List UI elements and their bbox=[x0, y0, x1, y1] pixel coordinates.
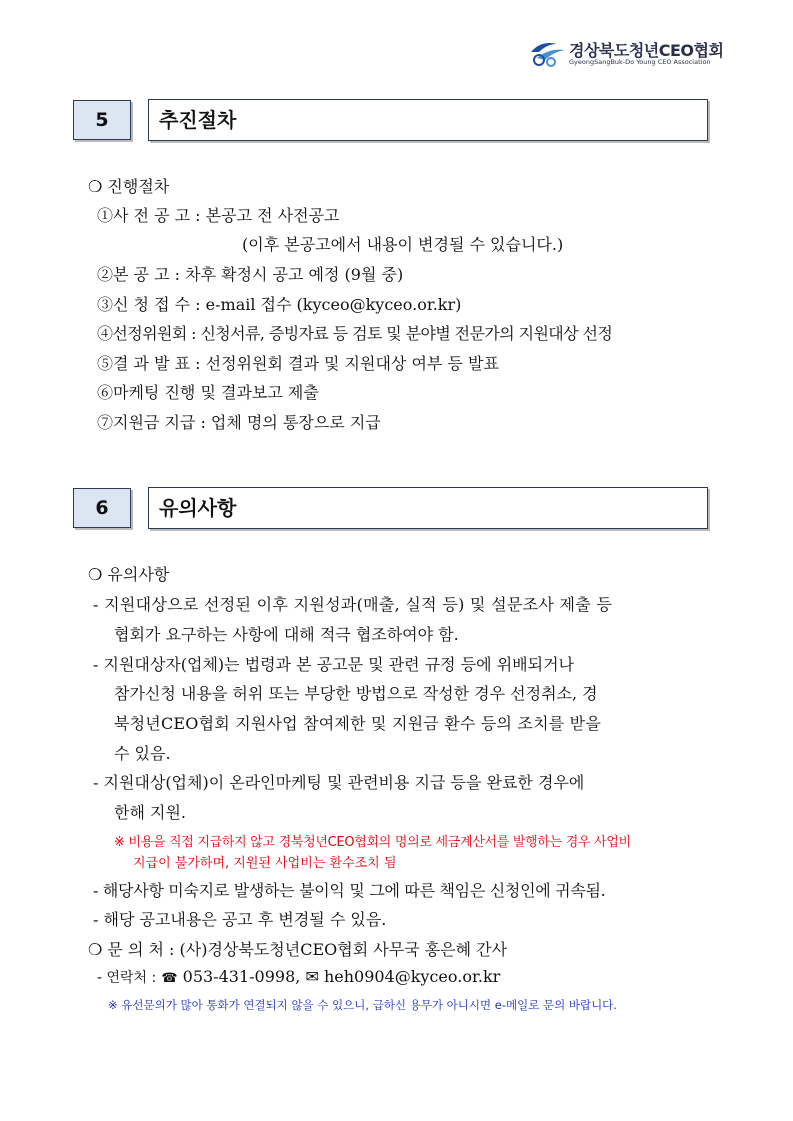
logo-mark-icon bbox=[527, 38, 567, 68]
blue-footnote: ※ 유선문의가 많아 통화가 연결되지 않을 수 있으니, 급하신 용무가 아니시면 e-메일로 문의 바랍니다. bbox=[108, 998, 617, 1012]
step-item: ④선정위원회 : 신청서류, 증빙자료 등 검토 및 분야별 전문가의 지원대상 선정 bbox=[97, 324, 613, 343]
contact-label: - 연락처 : bbox=[97, 970, 157, 986]
step-item: ⑤결 과 발 표 : 선정위원회 결과 및 지원대상 여부 등 발표 bbox=[97, 354, 499, 373]
notice-item: - 지원대상자(업체)는 법령과 본 공고문 및 관련 규정 등에 위배되거나 bbox=[93, 655, 574, 674]
section-title: 추진절차 bbox=[148, 99, 708, 141]
step-item: ③신 청 접 수 : e-mail 접수 (kyceo@kyceo.or.kr) bbox=[97, 295, 462, 314]
notice-item: - 지원대상(업체)이 온라인마케팅 및 관련비용 지급 등을 완료한 경우에 bbox=[93, 773, 585, 792]
notice-item: - 해당사항 미숙지로 발생하는 불이익 및 그에 따른 책임은 신청인에 귀속됨. bbox=[93, 881, 606, 900]
step-note: (이후 본공고에서 내용이 변경될 수 있습니다.) bbox=[242, 235, 564, 254]
notice-item-cont: 한해 지원. bbox=[114, 803, 186, 822]
notice-item-cont: 참가신청 내용을 허위 또는 부당한 방법으로 작성한 경우 선정취소, 경 bbox=[114, 684, 598, 703]
section-bullet: ❍ 진행절차 bbox=[88, 177, 170, 196]
mail-icon: ✉ bbox=[305, 967, 319, 986]
notice-item-cont: 북청년CEO협회 지원사업 참여제한 및 지원금 환수 등의 조치를 받을 bbox=[114, 714, 601, 733]
phone-icon: ☎ bbox=[161, 971, 178, 986]
step-item: ⑥마케팅 진행 및 결과보고 제출 bbox=[97, 383, 319, 402]
step-item: ①사 전 공 고 : 본공고 전 사전공고 bbox=[97, 206, 340, 225]
step-item: ②본 공 고 : 차후 확정시 공고 예정 (9월 중) bbox=[97, 265, 404, 284]
inquiry-line: ❍ 문 의 처 : (사)경상북도청년CEO협회 사무국 홍은혜 간사 bbox=[88, 940, 508, 959]
notice-item-cont: 수 있음. bbox=[114, 744, 171, 763]
email-address: heh0904@kyceo.or.kr bbox=[323, 967, 501, 986]
step-item: ⑦지원금 지급 : 업체 명의 통장으로 지급 bbox=[97, 413, 381, 432]
org-subtitle: GyeongSangBuk-Do Young CEO Association bbox=[569, 58, 711, 66]
org-logo bbox=[527, 36, 727, 70]
notice-item-cont: 협회가 요구하는 사항에 대해 적극 협조하여야 함. bbox=[114, 625, 459, 644]
notice-item: - 지원대상으로 선정된 이후 지원성과(매출, 실적 등) 및 설문조사 제출 등 bbox=[93, 595, 613, 614]
section-number: 5 bbox=[73, 100, 131, 140]
contact-line bbox=[97, 967, 500, 987]
section-number: 6 bbox=[73, 488, 131, 528]
red-warning-note: ※ 비용을 직접 지급하지 않고 경북청년CEO협회의 명의로 세금계산서를 발행하는 경우 사업비 bbox=[114, 835, 631, 850]
section-bullet: ❍ 유의사항 bbox=[88, 565, 170, 584]
section-title: 유의사항 bbox=[148, 487, 708, 529]
org-name: 경상북도청년CEO협회 bbox=[569, 41, 724, 60]
red-warning-note-cont: 지급이 불가하며, 지원된 사업비는 환수조치 됨 bbox=[133, 856, 397, 871]
notice-item: - 해당 공고내용은 공고 후 변경될 수 있음. bbox=[93, 910, 387, 929]
phone-number: 053-431-0998, bbox=[182, 967, 301, 986]
